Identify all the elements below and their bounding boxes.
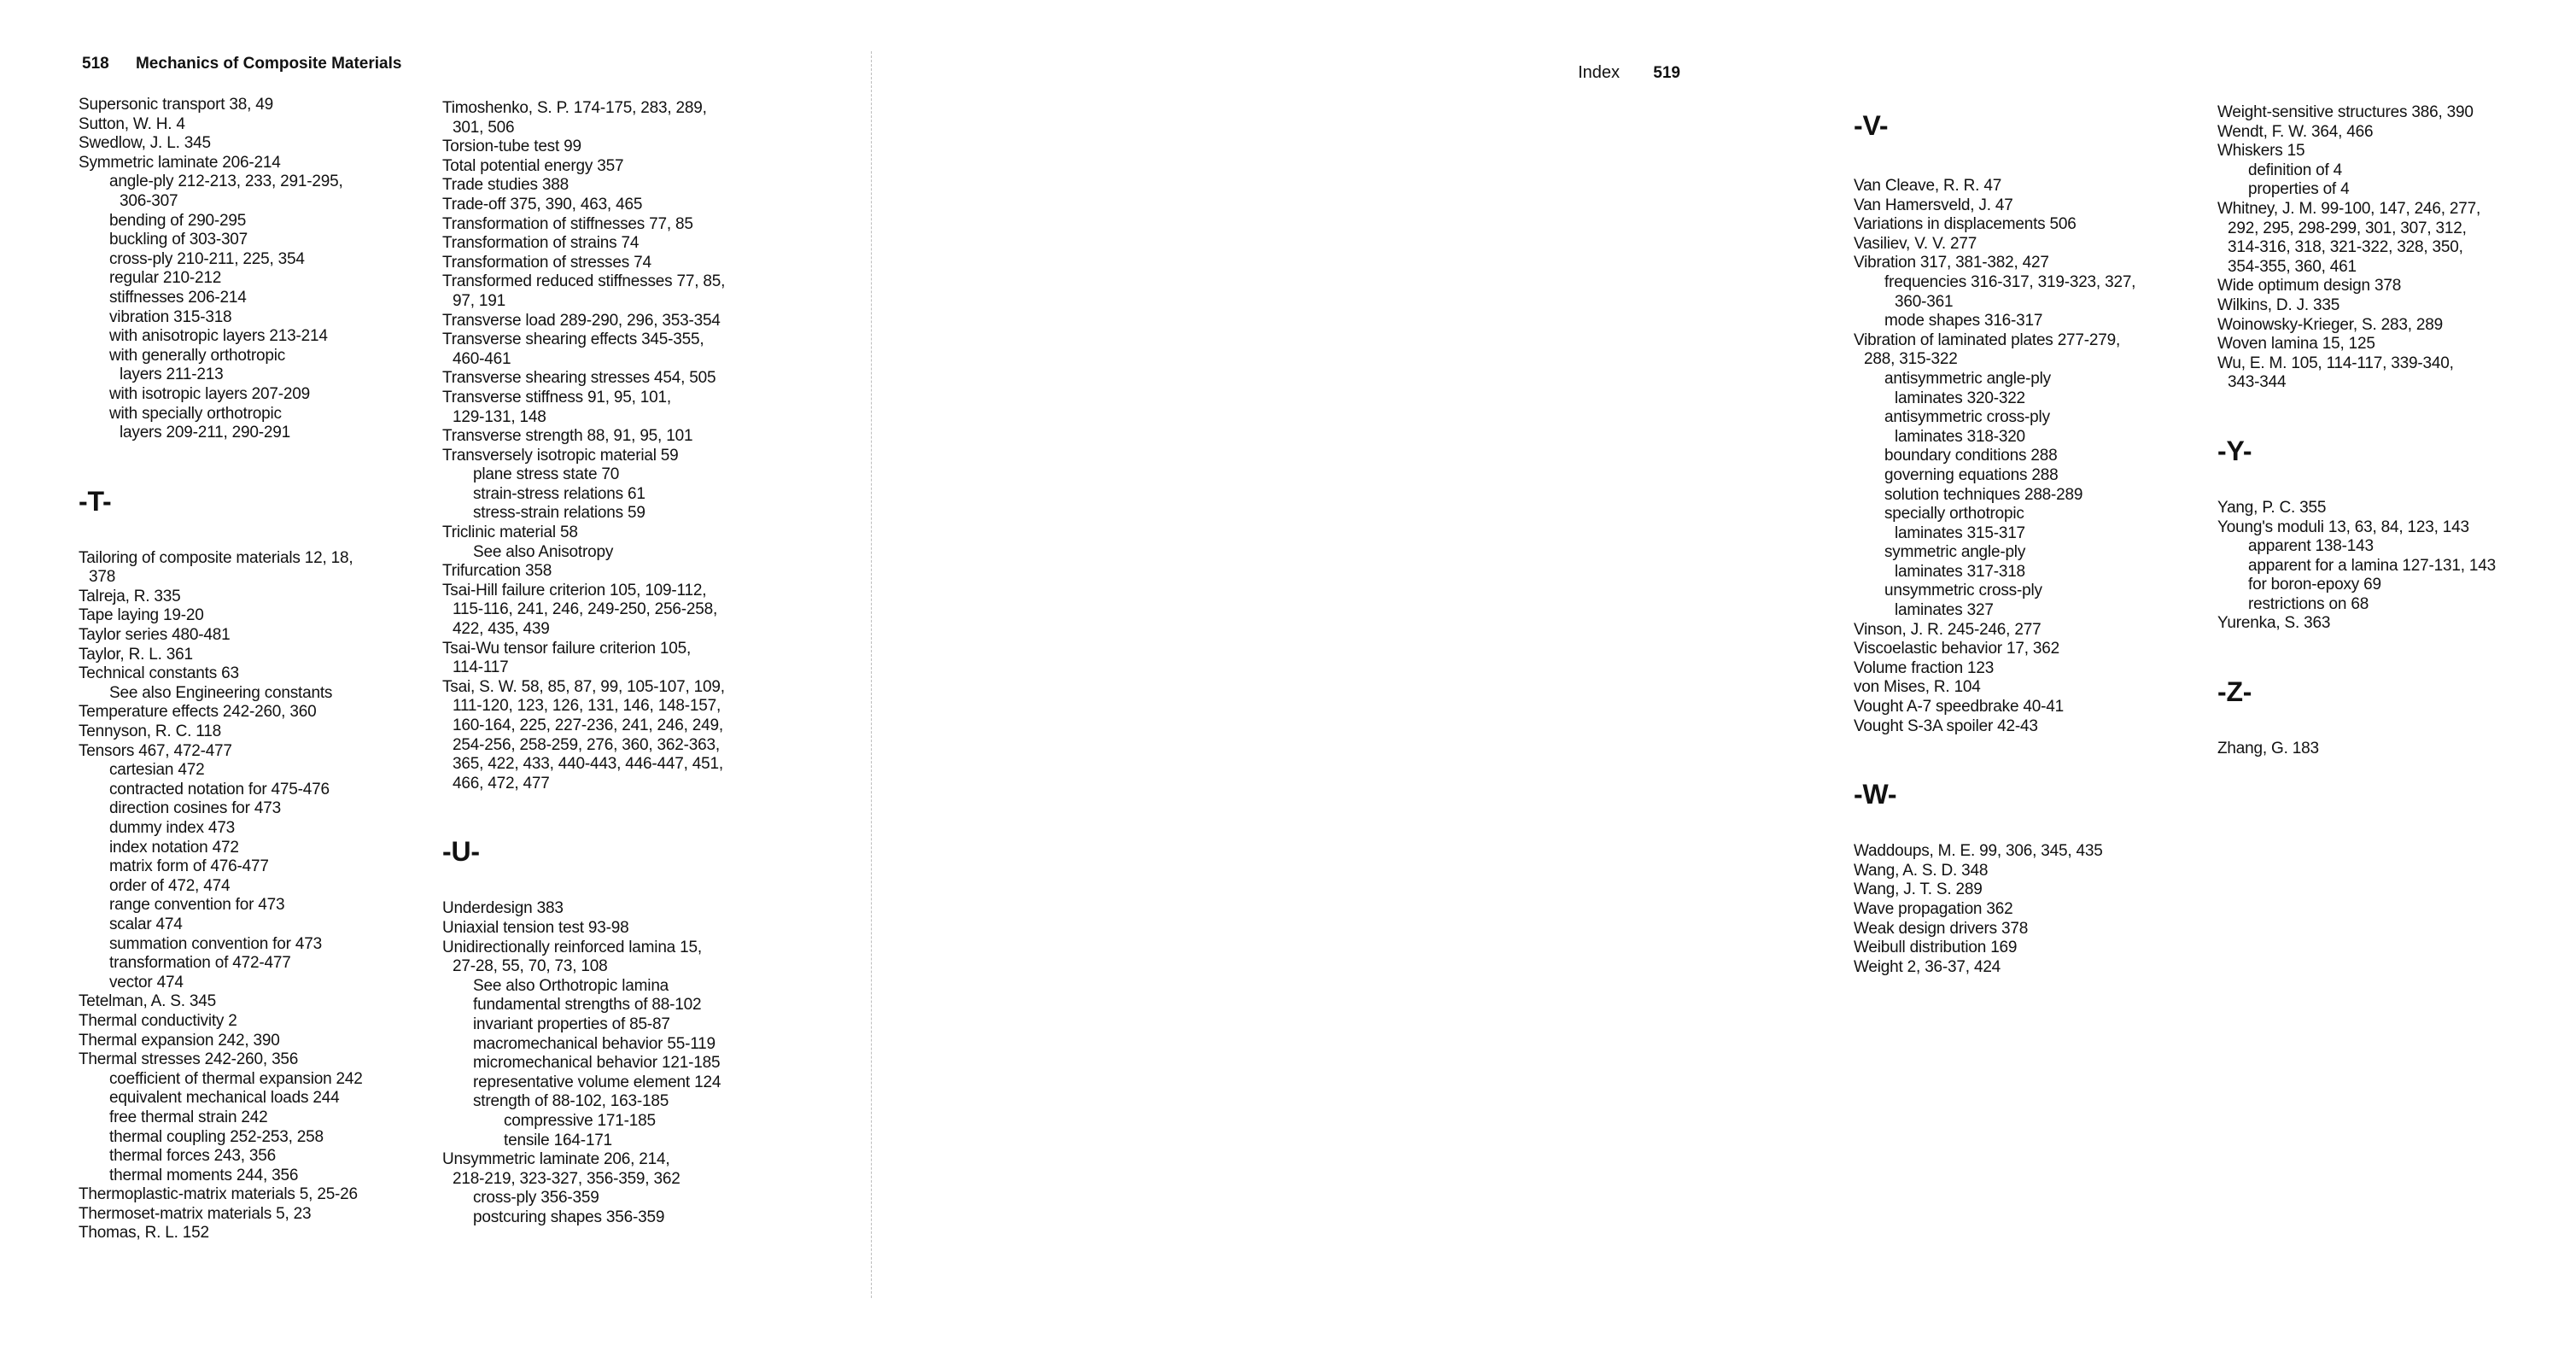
- index-subentry: governing equations 288: [1884, 465, 2059, 484]
- index-subentry: bending of 290-295: [109, 211, 247, 230]
- index-entry: Volume fraction 123: [1854, 658, 1995, 677]
- index-entry: Transformation of stiffnesses 77, 85: [442, 214, 693, 233]
- index-subentry: free thermal strain 242: [109, 1108, 268, 1126]
- index-column-4: [2217, 103, 2576, 759]
- index-continuation: laminates 315-317: [1895, 523, 2025, 542]
- index-entry: Vibration of laminated plates 277-279,: [1854, 330, 2121, 349]
- index-entry: Young's moduli 13, 63, 84, 123, 143: [2217, 518, 2469, 536]
- index-continuation: layers 211-213: [120, 366, 224, 384]
- index-subsubentry: compressive 171-185: [504, 1111, 656, 1130]
- index-entry: Transverse shearing stresses 454, 505: [442, 369, 716, 388]
- index-continuation: 306-307: [120, 191, 178, 210]
- index-continuation: laminates 320-322: [1895, 389, 2025, 407]
- index-entry: Wang, A. S. D. 348: [1854, 861, 1989, 880]
- index-subentry: restrictions on 68: [2248, 594, 2369, 613]
- left-page-header: [82, 55, 401, 73]
- index-subentry: strain-stress relations 61: [473, 484, 645, 503]
- index-entry: Temperature effects 242-260, 360: [79, 703, 317, 722]
- index-subentry: index notation 472: [109, 838, 239, 857]
- index-entry: Transverse shearing effects 345-355,: [442, 330, 704, 349]
- index-subentry: direction cosines for 473: [109, 799, 281, 818]
- index-entry: Total potential energy 357: [442, 156, 624, 175]
- index-entry: Unidirectionally reinforced lamina 15,: [442, 938, 702, 956]
- index-subentry: See also Anisotropy: [473, 542, 614, 561]
- index-entry: Taylor, R. L. 361: [79, 645, 193, 664]
- index-entry: Trade studies 388: [442, 176, 569, 195]
- section-heading: -T-: [79, 485, 112, 517]
- index-subentry: unsymmetric cross-ply: [1884, 582, 2042, 600]
- index-subentry: vibration 315-318: [109, 307, 232, 326]
- index-subentry: apparent for a lamina 127-131, 143: [2248, 556, 2497, 575]
- index-subentry: angle-ply 212-213, 233, 291-295,: [109, 173, 343, 191]
- index-continuation: 292, 295, 298-299, 301, 307, 312,: [2228, 219, 2467, 237]
- index-entry: Zhang, G. 183: [2217, 740, 2319, 758]
- index-entry: Technical constants 63: [79, 664, 239, 683]
- index-entry: Wave propagation 362: [1854, 900, 2013, 918]
- index-subentry: solution techniques 288-289: [1884, 485, 2083, 504]
- index-subentry: apparent 138-143: [2248, 537, 2374, 556]
- index-continuation: 111-120, 123, 126, 131, 146, 148-157,: [453, 697, 721, 716]
- index-entry: Supersonic transport 38, 49: [79, 96, 274, 114]
- index-subentry: range convention for 473: [109, 896, 285, 915]
- index-subentry: See also Engineering constants: [109, 683, 333, 702]
- index-continuation: laminates 317-318: [1895, 562, 2025, 581]
- index-subentry: definition of 4: [2248, 161, 2343, 179]
- index-subentry: specially orthotropic: [1884, 505, 2024, 523]
- section-heading: -W-: [1854, 779, 1897, 810]
- index-continuation: 360-361: [1895, 292, 1954, 311]
- left-running-title: Mechanics of Composite Materials: [135, 55, 402, 73]
- index-entry: Tsai, S. W. 58, 85, 87, 99, 105-107, 109,: [442, 677, 725, 696]
- index-subentry: dummy index 473: [109, 819, 235, 837]
- index-entry: Wang, J. T. S. 289: [1854, 880, 1983, 899]
- index-entry: Wendt, F. W. 364, 466: [2217, 122, 2374, 141]
- index-subentry: thermal coupling 252-253, 258: [109, 1127, 324, 1146]
- index-subentry: mode shapes 316-317: [1884, 312, 2043, 330]
- index-entry: Wide optimum design 378: [2217, 277, 2402, 295]
- index-subentry: thermal moments 244, 356: [109, 1166, 299, 1184]
- index-subentry: thermal forces 243, 356: [109, 1147, 277, 1166]
- index-entry: Thermal conductivity 2: [79, 1011, 237, 1030]
- index-entry: Thomas, R. L. 152: [79, 1224, 209, 1243]
- page-gutter: [871, 51, 873, 1298]
- index-entry: Tennyson, R. C. 118: [79, 722, 221, 741]
- index-continuation: 160-164, 225, 227-236, 241, 246, 249,: [453, 716, 723, 734]
- index-entry: Weibull distribution 169: [1854, 939, 2018, 957]
- index-entry: Transverse stiffness 91, 95, 101,: [442, 388, 671, 406]
- index-entry: Tailoring of composite materials 12, 18,: [79, 548, 353, 567]
- index-entry: Wilkins, D. J. 335: [2217, 295, 2340, 314]
- index-entry: Taylor series 480-481: [79, 626, 231, 645]
- index-entry: Trade-off 375, 390, 463, 465: [442, 195, 643, 213]
- index-entry: Thermoplastic-matrix materials 5, 25-26: [79, 1185, 358, 1204]
- index-entry: Thermoset-matrix materials 5, 23: [79, 1204, 312, 1223]
- index-continuation: 129-131, 148: [453, 407, 546, 426]
- index-entry: Van Cleave, R. R. 47: [1854, 177, 2002, 195]
- index-entry: Swedlow, J. L. 345: [79, 134, 211, 153]
- index-entry: Tape laying 19-20: [79, 606, 204, 625]
- index-entry: Timoshenko, S. P. 174-175, 283, 289,: [442, 99, 707, 117]
- index-continuation: 314-316, 318, 321-322, 328, 350,: [2228, 238, 2463, 257]
- index-entry: von Mises, R. 104: [1854, 678, 1981, 697]
- index-entry: Vibration 317, 381-382, 427: [1854, 254, 2049, 272]
- index-subentry: properties of 4: [2248, 180, 2350, 199]
- index-entry: Vought A-7 speedbrake 40-41: [1854, 698, 2065, 716]
- index-entry: Whiskers 15: [2217, 142, 2305, 161]
- index-subentry: summation convention for 473: [109, 934, 322, 953]
- index-continuation: laminates 318-320: [1895, 427, 2025, 446]
- index-subentry: cartesian 472: [109, 761, 205, 780]
- index-subentry: vector 474: [109, 973, 184, 991]
- index-continuation: 460-461: [453, 349, 511, 368]
- index-continuation: 115-116, 241, 246, 249-250, 256-258,: [453, 600, 718, 619]
- index-column-2: [442, 99, 784, 1227]
- index-entry: Thermal stresses 242-260, 356: [79, 1050, 299, 1069]
- index-subentry: cross-ply 356-359: [473, 1189, 599, 1208]
- index-subentry: order of 472, 474: [109, 876, 231, 895]
- index-entry: Uniaxial tension test 93-98: [442, 918, 629, 937]
- index-subentry: plane stress state 70: [473, 465, 620, 484]
- index-subentry: with generally orthotropic: [109, 346, 286, 365]
- index-entry: Tsai-Hill failure criterion 105, 109-112,: [442, 581, 707, 599]
- index-entry: Woven lamina 15, 125: [2217, 335, 2375, 354]
- index-entry: Transverse strength 88, 91, 95, 101: [442, 427, 693, 446]
- index-entry: Tensors 467, 472-477: [79, 741, 232, 760]
- right-page-number: 519: [1653, 64, 1680, 82]
- index-entry: Woinowsky-Krieger, S. 283, 289: [2217, 315, 2444, 334]
- index-entry: Van Hamersveld, J. 47: [1854, 196, 2013, 214]
- index-subentry: invariant properties of 85-87: [473, 1015, 670, 1033]
- index-entry: Tsai-Wu tensor failure criterion 105,: [442, 639, 692, 658]
- index-subsubentry: tensile 164-171: [504, 1131, 612, 1149]
- index-entry: Sutton, W. H. 4: [79, 114, 185, 133]
- index-subentry: strength of 88-102, 163-185: [473, 1092, 669, 1111]
- index-entry: Transformed reduced stiffnesses 77, 85,: [442, 272, 726, 291]
- index-column-1: [79, 96, 420, 1243]
- index-subentry: postcuring shapes 356-359: [473, 1208, 665, 1226]
- index-subentry: fundamental strengths of 88-102: [473, 996, 702, 1015]
- right-running-title: Index: [1578, 63, 1621, 82]
- index-entry: Transverse load 289-290, 296, 353-354: [442, 311, 721, 330]
- right-page-header: [1578, 63, 1680, 83]
- index-entry: Tetelman, A. S. 345: [79, 992, 216, 1011]
- index-entry: Trifurcation 358: [442, 562, 552, 581]
- index-continuation: 288, 315-322: [1864, 350, 1958, 369]
- index-entry: Waddoups, M. E. 99, 306, 345, 435: [1854, 842, 2103, 861]
- index-entry: Thermal expansion 242, 390: [79, 1031, 280, 1050]
- left-page: [0, 0, 867, 1351]
- index-subentry: matrix form of 476-477: [109, 857, 269, 876]
- right-page: [875, 0, 2497, 1351]
- index-entry: Yang, P. C. 355: [2217, 498, 2327, 517]
- index-continuation: layers 209-211, 290-291: [120, 424, 290, 442]
- index-subentry: regular 210-212: [109, 269, 222, 288]
- index-continuation: 466, 472, 477: [453, 774, 550, 792]
- index-entry: Vought S-3A spoiler 42-43: [1854, 716, 2038, 735]
- index-subentry: stress-strain relations 59: [473, 504, 645, 523]
- index-subentry: contracted notation for 475-476: [109, 780, 330, 798]
- index-entry: Torsion-tube test 99: [442, 137, 581, 156]
- index-entry: Viscoelastic behavior 17, 362: [1854, 640, 2060, 658]
- index-entry: Weight 2, 36-37, 424: [1854, 957, 2001, 976]
- index-continuation: 27-28, 55, 70, 73, 108: [453, 957, 608, 976]
- section-heading: -Y-: [2217, 435, 2252, 466]
- index-continuation: 97, 191: [453, 291, 505, 310]
- index-subentry: See also Orthotropic lamina: [473, 976, 669, 995]
- index-entry: Triclinic material 58: [442, 523, 578, 542]
- section-heading: -V-: [1854, 110, 1889, 141]
- index-entry: Weak design drivers 378: [1854, 919, 2029, 938]
- index-subentry: with specially orthotropic: [109, 404, 282, 423]
- index-subentry: frequencies 316-317, 319-323, 327,: [1884, 272, 2136, 291]
- index-subentry: with anisotropic layers 213-214: [109, 327, 328, 346]
- index-entry: Transversely isotropic material 59: [442, 446, 679, 465]
- index-continuation: 365, 422, 433, 440-443, 446-447, 451,: [453, 755, 723, 774]
- section-heading: -Z-: [2217, 676, 2252, 708]
- index-continuation: laminates 327: [1895, 601, 1994, 620]
- index-subentry: transformation of 472-477: [109, 954, 291, 973]
- index-entry: Talreja, R. 335: [79, 587, 181, 605]
- index-entry: Vinson, J. R. 245-246, 277: [1854, 620, 2042, 639]
- index-subentry: equivalent mechanical loads 244: [109, 1089, 340, 1108]
- index-subentry: stiffnesses 206-214: [109, 288, 247, 307]
- index-subentry: buckling of 303-307: [109, 231, 248, 249]
- left-page-number: 518: [82, 55, 109, 73]
- index-subentry: scalar 474: [109, 915, 183, 933]
- index-subentry: micromechanical behavior 121-185: [473, 1054, 721, 1073]
- index-subentry: for boron-epoxy 69: [2248, 576, 2381, 594]
- index-entry: Unsymmetric laminate 206, 214,: [442, 1150, 670, 1169]
- index-column-3: [1854, 108, 2212, 977]
- index-continuation: 422, 435, 439: [453, 620, 550, 639]
- section-heading: -U-: [442, 836, 480, 868]
- index-entry: Yurenka, S. 363: [2217, 614, 2331, 633]
- index-continuation: 254-256, 258-259, 276, 360, 362-363,: [453, 735, 720, 754]
- index-entry: Variations in displacements 506: [1854, 215, 2077, 234]
- index-entry: Transformation of stresses 74: [442, 253, 651, 272]
- index-entry: Symmetric laminate 206-214: [79, 153, 281, 172]
- index-entry: Wu, E. M. 105, 114-117, 339-340,: [2217, 354, 2454, 372]
- index-subentry: antisymmetric cross-ply: [1884, 408, 2050, 427]
- index-continuation: 301, 506: [453, 118, 515, 137]
- index-entry: Underdesign 383: [442, 899, 564, 918]
- index-subentry: cross-ply 210-211, 225, 354: [109, 249, 305, 268]
- index-entry: Weight-sensitive structures 386, 390: [2217, 103, 2474, 121]
- index-entry: Vasiliev, V. V. 277: [1854, 234, 1977, 253]
- index-subentry: symmetric angle-ply: [1884, 543, 2026, 562]
- index-subentry: boundary conditions 288: [1884, 447, 2058, 465]
- index-subentry: representative volume element 124: [473, 1073, 721, 1091]
- index-subentry: antisymmetric angle-ply: [1884, 369, 2051, 388]
- index-entry: Whitney, J. M. 99-100, 147, 246, 277,: [2217, 199, 2481, 218]
- index-continuation: 378: [89, 568, 116, 587]
- index-continuation: 218-219, 323-327, 356-359, 362: [453, 1169, 681, 1188]
- index-continuation: 354-355, 360, 461: [2228, 257, 2357, 276]
- index-continuation: 114-117: [453, 658, 509, 677]
- index-subentry: macromechanical behavior 55-119: [473, 1034, 716, 1053]
- index-subentry: coefficient of thermal expansion 242: [109, 1069, 363, 1088]
- index-continuation: 343-344: [2228, 373, 2287, 392]
- index-entry: Transformation of strains 74: [442, 234, 640, 253]
- index-subentry: with isotropic layers 207-209: [109, 384, 310, 403]
